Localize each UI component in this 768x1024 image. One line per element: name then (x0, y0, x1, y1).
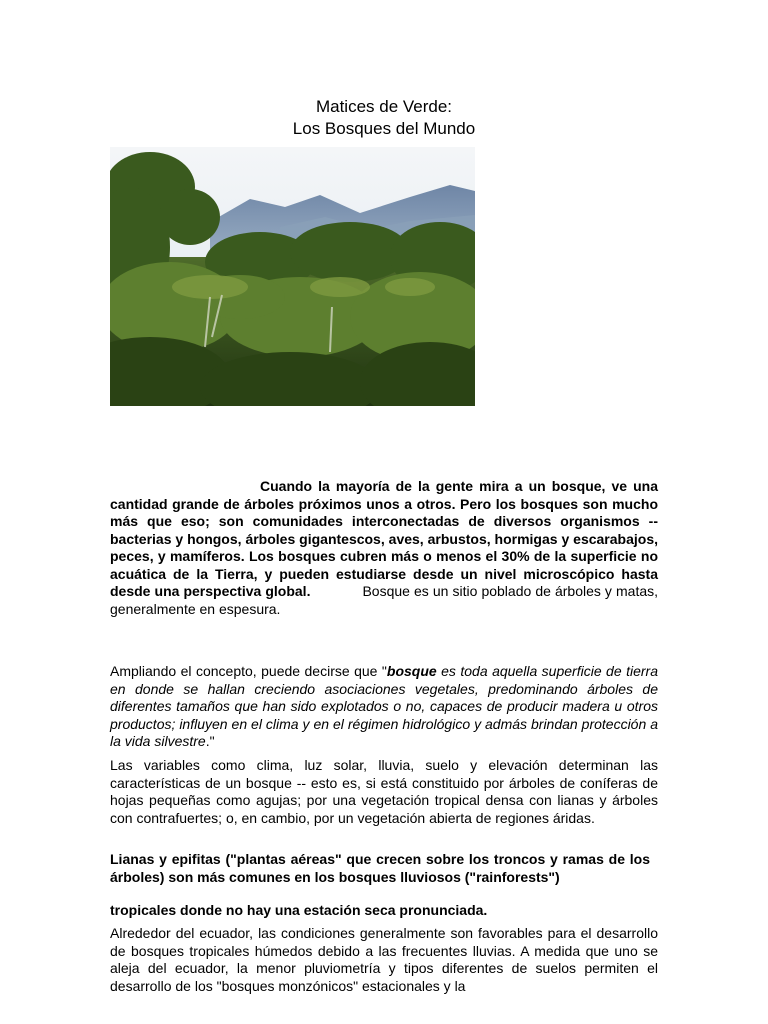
variables-paragraph: Las variables como clima, luz solar, lluvia, suelo y elevación determinan las características de un bosque -- esto es, si está constituido por árboles de coníferas de hojas pequeñas como agujas; por una vegetación tropical densa con lianas y árboles con contrafuertes; o, en cambio, por un vegetación abierta de regiones áridas. (110, 757, 658, 826)
forest-photo (110, 147, 475, 406)
page-title-line-1: Matices de Verde: (315, 97, 453, 116)
intro-paragraph (110, 478, 658, 618)
intro-normal-text: Bosque es un sitio poblado de árboles y matas, generalmente en espesura. (110, 583, 659, 617)
definition-lead: Ampliando el concepto, puede decirse que " (110, 663, 387, 679)
page-title-line-2: Los Bosques del Mundo (292, 119, 476, 138)
ecuador-paragraph: Alrededor del ecuador, las condiciones generalmente son favorables para el desarrollo de bosques tropicales húmedos debido a las frecuentes lluvias. A medida que uno se aleja del ecuador, la menor pluviometría y tipos diferentes de suelos permiten el desarrollo de los "bosques monzónicos" estacionales y la (110, 925, 658, 994)
definition-italic-text: es toda aquella superficie de tierra en donde se hallan creciendo asociaciones vegetales, predominando árboles de diferentes tamaños que han sido explotados o no, capaces de producir madera u otros productos; influyen en el clima y en el régimen hidrológico y admás brindan protección a la vida silvestre (110, 663, 658, 749)
definition-term: bosque (386, 663, 437, 679)
definition-close: ." (205, 733, 215, 749)
lianas-paragraph: Lianas y epifitas ("plantas aéreas" que crecen sobre los troncos y ramas de los árboles) son más comunes en los bosques lluviosos ("rainforests") (110, 851, 650, 885)
intro-bold-text: Cuando la mayoría de la gente mira a un bosque, ve una cantidad grande de árboles próximos unos a otros. Pero los bosques son mucho más que eso; son comunidades interconectadas de diversos organismos -- bacterias y hongos, árboles gigantescos, aves, arbustos, hormigas y escarabajos, peces, y mamíferos. Los bosques cubren más o menos el 30% de la superficie no acuática de la Tierra, y pueden estudiarse desde un nivel microscópico hasta desde una perspectiva global. (110, 478, 658, 599)
lianas-paragraph-continued: tropicales donde no hay una estación seca pronunciada. (110, 902, 488, 918)
definition-paragraph (110, 663, 658, 751)
